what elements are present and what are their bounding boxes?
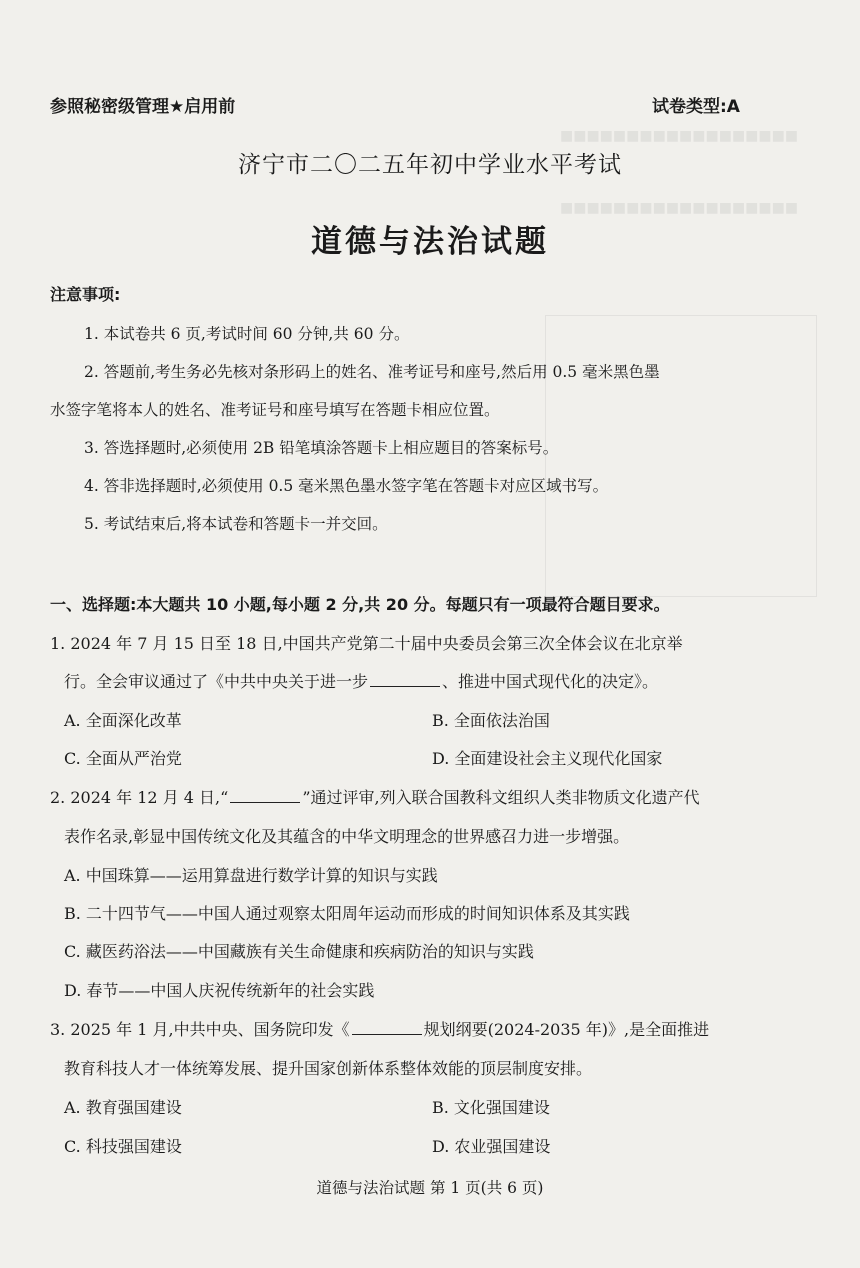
question-3-option-d: D. 农业强国建设 bbox=[432, 1137, 551, 1156]
page-footer: 道德与法治试题 第 1 页(共 6 页) bbox=[316, 1179, 544, 1197]
question-1-text: 1. 2024 年 7 月 15 日至 18 日,中国共产党第二十届中央委员会第三次全体会议在北京举 bbox=[50, 634, 683, 653]
bleed-through-box bbox=[545, 315, 817, 597]
note-item: 3. 答选择题时,必须使用 2B 铅笔填涂答题卡上相应题目的答案标号。 bbox=[84, 439, 559, 457]
question-3-option-a: A. 教育强国建设 bbox=[64, 1098, 182, 1117]
answer-blank bbox=[352, 1020, 422, 1035]
bleed-through-text: ■■■■■■■■■■■■■■■■■■ bbox=[560, 128, 799, 144]
question-2-option-c: C. 藏医药浴法——中国藏族有关生命健康和疾病防治的知识与实践 bbox=[64, 942, 534, 961]
question-2-option-d: D. 春节——中国人庆祝传统新年的社会实践 bbox=[64, 981, 375, 1000]
question-1-text-pre: 行。全会审议通过了《中共中央关于进一步 bbox=[64, 672, 369, 691]
question-3-text bbox=[50, 1017, 709, 1040]
question-3-option-b: B. 文化强国建设 bbox=[432, 1098, 550, 1117]
note-item: 水签字笔将本人的姓名、准考证号和座号填写在答题卡相应位置。 bbox=[50, 401, 500, 419]
note-item: 1. 本试卷共 6 页,考试时间 60 分钟,共 60 分。 bbox=[84, 325, 410, 343]
secrecy-label: 参照秘密级管理★启用前 bbox=[50, 97, 236, 117]
question-2-option-b: B. 二十四节气——中国人通过观察太阳周年运动而形成的时间知识体系及其实践 bbox=[64, 904, 630, 923]
question-1-text bbox=[64, 669, 658, 692]
question-2-option-a: A. 中国珠算——运用算盘进行数学计算的知识与实践 bbox=[64, 866, 438, 885]
answer-blank bbox=[230, 788, 300, 803]
question-2-text: 表作名录,彰显中国传统文化及其蕴含的中华文明理念的世界感召力进一步增强。 bbox=[64, 827, 630, 846]
question-3-text-pre: 3. 2025 年 1 月,中共中央、国务院印发《 bbox=[50, 1020, 350, 1039]
section-heading: 一、选择题:本大题共 10 小题,每小题 2 分,共 20 分。每题只有一项最符合题目要求。 bbox=[50, 595, 670, 614]
question-1-text-post: 、推进中国式现代化的决定》。 bbox=[442, 672, 659, 691]
question-1-option-c: C. 全面从严治党 bbox=[64, 749, 182, 768]
exam-title: 济宁市二〇二五年初中学业水平考试 bbox=[238, 152, 622, 178]
notes-heading: 注意事项: bbox=[50, 285, 121, 304]
question-1-option-b: B. 全面依法治国 bbox=[432, 711, 550, 730]
question-2-text-post: ”通过评审,列入联合国教科文组织人类非物质文化遗产代 bbox=[302, 788, 700, 807]
question-1-option-d: D. 全面建设社会主义现代化国家 bbox=[432, 749, 663, 768]
question-3-text: 教育科技人才一体统筹发展、提升国家创新体系整体效能的顶层制度安排。 bbox=[64, 1059, 593, 1078]
note-item: 2. 答题前,考生务必先核对条形码上的姓名、准考证号和座号,然后用 0.5 毫米黑色墨 bbox=[84, 363, 660, 381]
question-3-text-post: 规划纲要(2024-2035 年)》,是全面推进 bbox=[423, 1020, 710, 1039]
paper-type-label: 试卷类型:A bbox=[652, 97, 740, 117]
note-item: 5. 考试结束后,将本试卷和答题卡一并交回。 bbox=[84, 515, 388, 533]
question-2-text bbox=[50, 785, 700, 808]
question-1-option-a: A. 全面深化改革 bbox=[64, 711, 182, 730]
question-2-text-pre: 2. 2024 年 12 月 4 日,“ bbox=[50, 788, 229, 807]
answer-blank bbox=[370, 672, 440, 687]
bleed-through-text: ■■■■■■■■■■■■■■■■■■ bbox=[560, 200, 799, 216]
note-item: 4. 答非选择题时,必须使用 0.5 毫米黑色墨水签字笔在答题卡对应区域书写。 bbox=[84, 477, 609, 495]
subject-title: 道德与法治试题 bbox=[311, 224, 549, 260]
question-3-option-c: C. 科技强国建设 bbox=[64, 1137, 182, 1156]
